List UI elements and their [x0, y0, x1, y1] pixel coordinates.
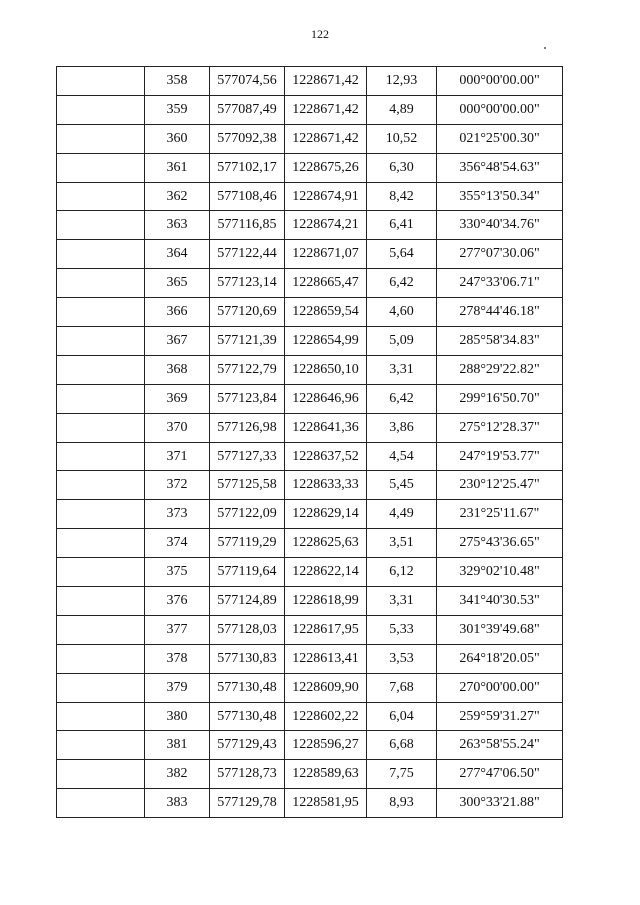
- point-number-cell: 366: [145, 298, 210, 327]
- table-row: [57, 384, 563, 413]
- parcel-cell: [57, 153, 145, 182]
- distance-cell: 4,54: [367, 442, 437, 471]
- table-row: [57, 355, 563, 384]
- x-coordinate-cell: 577130,48: [210, 702, 285, 731]
- distance-cell: 7,75: [367, 760, 437, 789]
- y-coordinate-cell: 1228674,21: [285, 211, 367, 240]
- bearing-cell: 000°00'00.00": [437, 67, 563, 96]
- parcel-cell: [57, 124, 145, 153]
- y-coordinate-cell: 1228596,27: [285, 731, 367, 760]
- table-row: [57, 153, 563, 182]
- distance-cell: 8,42: [367, 182, 437, 211]
- point-number-cell: 376: [145, 587, 210, 616]
- parcel-cell: [57, 789, 145, 818]
- parcel-cell: [57, 269, 145, 298]
- point-number-cell: 360: [145, 124, 210, 153]
- point-number-cell: 370: [145, 413, 210, 442]
- parcel-cell: [57, 529, 145, 558]
- y-coordinate-cell: 1228581,95: [285, 789, 367, 818]
- table-row: [57, 615, 563, 644]
- table-row: [57, 413, 563, 442]
- table-row: [57, 240, 563, 269]
- x-coordinate-cell: 577127,33: [210, 442, 285, 471]
- distance-cell: 5,45: [367, 471, 437, 500]
- parcel-cell: [57, 298, 145, 327]
- parcel-cell: [57, 587, 145, 616]
- table-row: [57, 789, 563, 818]
- x-coordinate-cell: 577119,64: [210, 558, 285, 587]
- distance-cell: 6,68: [367, 731, 437, 760]
- x-coordinate-cell: 577116,85: [210, 211, 285, 240]
- parcel-cell: [57, 673, 145, 702]
- bearing-cell: 021°25'00.30": [437, 124, 563, 153]
- x-coordinate-cell: 577122,44: [210, 240, 285, 269]
- point-number-cell: 373: [145, 500, 210, 529]
- x-coordinate-cell: 577129,78: [210, 789, 285, 818]
- bearing-cell: 285°58'34.83": [437, 327, 563, 356]
- bearing-cell: 330°40'34.76": [437, 211, 563, 240]
- table-row: [57, 673, 563, 702]
- y-coordinate-cell: 1228622,14: [285, 558, 367, 587]
- parcel-cell: [57, 644, 145, 673]
- parcel-cell: [57, 471, 145, 500]
- bearing-cell: 356°48'54.63": [437, 153, 563, 182]
- y-coordinate-cell: 1228671,42: [285, 67, 367, 96]
- y-coordinate-cell: 1228589,63: [285, 760, 367, 789]
- point-number-cell: 380: [145, 702, 210, 731]
- table-row: [57, 95, 563, 124]
- distance-cell: 5,33: [367, 615, 437, 644]
- x-coordinate-cell: 577126,98: [210, 413, 285, 442]
- x-coordinate-cell: 577129,43: [210, 731, 285, 760]
- bearing-cell: 277°07'30.06": [437, 240, 563, 269]
- point-number-cell: 378: [145, 644, 210, 673]
- parcel-cell: [57, 95, 145, 124]
- y-coordinate-cell: 1228633,33: [285, 471, 367, 500]
- point-number-cell: 372: [145, 471, 210, 500]
- table-row: [57, 702, 563, 731]
- parcel-cell: [57, 355, 145, 384]
- distance-cell: 3,51: [367, 529, 437, 558]
- distance-cell: 10,52: [367, 124, 437, 153]
- x-coordinate-cell: 577125,58: [210, 471, 285, 500]
- table-row: [57, 760, 563, 789]
- bearing-cell: 277°47'06.50": [437, 760, 563, 789]
- distance-cell: 6,30: [367, 153, 437, 182]
- bearing-cell: 231°25'11.67": [437, 500, 563, 529]
- point-number-cell: 374: [145, 529, 210, 558]
- y-coordinate-cell: 1228675,26: [285, 153, 367, 182]
- parcel-cell: [57, 615, 145, 644]
- distance-cell: 4,60: [367, 298, 437, 327]
- distance-cell: 4,49: [367, 500, 437, 529]
- page-number: 122: [311, 27, 329, 41]
- parcel-cell: [57, 327, 145, 356]
- y-coordinate-cell: 1228671,42: [285, 124, 367, 153]
- y-coordinate-cell: 1228617,95: [285, 615, 367, 644]
- y-coordinate-cell: 1228625,63: [285, 529, 367, 558]
- distance-cell: 5,64: [367, 240, 437, 269]
- parcel-cell: [57, 731, 145, 760]
- table-row: [57, 500, 563, 529]
- table-row: [57, 644, 563, 673]
- bearing-cell: 329°02'10.48": [437, 558, 563, 587]
- point-number-cell: 361: [145, 153, 210, 182]
- parcel-cell: [57, 240, 145, 269]
- x-coordinate-cell: 577130,83: [210, 644, 285, 673]
- bearing-cell: 288°29'22.82": [437, 355, 563, 384]
- bearing-cell: 300°33'21.88": [437, 789, 563, 818]
- bearing-cell: 270°00'00.00": [437, 673, 563, 702]
- distance-cell: 6,41: [367, 211, 437, 240]
- parcel-cell: [57, 442, 145, 471]
- y-coordinate-cell: 1228674,91: [285, 182, 367, 211]
- point-number-cell: 358: [145, 67, 210, 96]
- point-number-cell: 379: [145, 673, 210, 702]
- distance-cell: 3,31: [367, 587, 437, 616]
- table-row: [57, 67, 563, 96]
- bearing-cell: 355°13'50.34": [437, 182, 563, 211]
- y-coordinate-cell: 1228641,36: [285, 413, 367, 442]
- table-row: [57, 269, 563, 298]
- point-number-cell: 375: [145, 558, 210, 587]
- x-coordinate-cell: 577130,48: [210, 673, 285, 702]
- bearing-cell: 278°44'46.18": [437, 298, 563, 327]
- x-coordinate-cell: 577074,56: [210, 67, 285, 96]
- bearing-cell: 247°33'06.71": [437, 269, 563, 298]
- x-coordinate-cell: 577087,49: [210, 95, 285, 124]
- bearing-cell: 247°19'53.77": [437, 442, 563, 471]
- distance-cell: 5,09: [367, 327, 437, 356]
- x-coordinate-cell: 577123,14: [210, 269, 285, 298]
- y-coordinate-cell: 1228609,90: [285, 673, 367, 702]
- parcel-cell: [57, 67, 145, 96]
- x-coordinate-cell: 577119,29: [210, 529, 285, 558]
- distance-cell: 12,93: [367, 67, 437, 96]
- y-coordinate-cell: 1228602,22: [285, 702, 367, 731]
- y-coordinate-cell: 1228650,10: [285, 355, 367, 384]
- distance-cell: 3,31: [367, 355, 437, 384]
- x-coordinate-cell: 577124,89: [210, 587, 285, 616]
- point-number-cell: 381: [145, 731, 210, 760]
- x-coordinate-cell: 577123,84: [210, 384, 285, 413]
- point-number-cell: 382: [145, 760, 210, 789]
- y-coordinate-cell: 1228646,96: [285, 384, 367, 413]
- bearing-cell: 264°18'20.05": [437, 644, 563, 673]
- bearing-cell: 275°12'28.37": [437, 413, 563, 442]
- point-number-cell: 377: [145, 615, 210, 644]
- bearing-cell: 275°43'36.65": [437, 529, 563, 558]
- coordinates-table-body: [57, 67, 563, 818]
- distance-cell: 6,42: [367, 269, 437, 298]
- parcel-cell: [57, 558, 145, 587]
- bearing-cell: 301°39'49.68": [437, 615, 563, 644]
- distance-cell: 7,68: [367, 673, 437, 702]
- point-number-cell: 383: [145, 789, 210, 818]
- stray-mark: [544, 47, 546, 49]
- x-coordinate-cell: 577120,69: [210, 298, 285, 327]
- point-number-cell: 364: [145, 240, 210, 269]
- x-coordinate-cell: 577122,09: [210, 500, 285, 529]
- y-coordinate-cell: 1228654,99: [285, 327, 367, 356]
- table-row: [57, 529, 563, 558]
- distance-cell: 3,53: [367, 644, 437, 673]
- distance-cell: 6,12: [367, 558, 437, 587]
- distance-cell: 6,42: [367, 384, 437, 413]
- bearing-cell: 230°12'25.47": [437, 471, 563, 500]
- table-row: [57, 182, 563, 211]
- y-coordinate-cell: 1228665,47: [285, 269, 367, 298]
- x-coordinate-cell: 577092,38: [210, 124, 285, 153]
- point-number-cell: 363: [145, 211, 210, 240]
- bearing-cell: 299°16'50.70": [437, 384, 563, 413]
- parcel-cell: [57, 702, 145, 731]
- x-coordinate-cell: 577108,46: [210, 182, 285, 211]
- bearing-cell: 000°00'00.00": [437, 95, 563, 124]
- y-coordinate-cell: 1228671,42: [285, 95, 367, 124]
- y-coordinate-cell: 1228659,54: [285, 298, 367, 327]
- x-coordinate-cell: 577128,73: [210, 760, 285, 789]
- y-coordinate-cell: 1228629,14: [285, 500, 367, 529]
- point-number-cell: 369: [145, 384, 210, 413]
- point-number-cell: 367: [145, 327, 210, 356]
- distance-cell: 3,86: [367, 413, 437, 442]
- x-coordinate-cell: 577122,79: [210, 355, 285, 384]
- coordinates-table: [56, 66, 563, 818]
- table-row: [57, 124, 563, 153]
- table-row: [57, 211, 563, 240]
- point-number-cell: 368: [145, 355, 210, 384]
- y-coordinate-cell: 1228618,99: [285, 587, 367, 616]
- table-row: [57, 731, 563, 760]
- table-row: [57, 587, 563, 616]
- parcel-cell: [57, 760, 145, 789]
- bearing-cell: 259°59'31.27": [437, 702, 563, 731]
- parcel-cell: [57, 500, 145, 529]
- point-number-cell: 365: [145, 269, 210, 298]
- bearing-cell: 263°58'55.24": [437, 731, 563, 760]
- distance-cell: 8,93: [367, 789, 437, 818]
- x-coordinate-cell: 577102,17: [210, 153, 285, 182]
- x-coordinate-cell: 577121,39: [210, 327, 285, 356]
- bearing-cell: 341°40'30.53": [437, 587, 563, 616]
- parcel-cell: [57, 413, 145, 442]
- table-row: [57, 442, 563, 471]
- table-row: [57, 298, 563, 327]
- point-number-cell: 362: [145, 182, 210, 211]
- point-number-cell: 359: [145, 95, 210, 124]
- parcel-cell: [57, 384, 145, 413]
- y-coordinate-cell: 1228613,41: [285, 644, 367, 673]
- table-row: [57, 558, 563, 587]
- x-coordinate-cell: 577128,03: [210, 615, 285, 644]
- point-number-cell: 371: [145, 442, 210, 471]
- table-row: [57, 327, 563, 356]
- table-row: [57, 471, 563, 500]
- distance-cell: 6,04: [367, 702, 437, 731]
- y-coordinate-cell: 1228671,07: [285, 240, 367, 269]
- distance-cell: 4,89: [367, 95, 437, 124]
- parcel-cell: [57, 182, 145, 211]
- parcel-cell: [57, 211, 145, 240]
- y-coordinate-cell: 1228637,52: [285, 442, 367, 471]
